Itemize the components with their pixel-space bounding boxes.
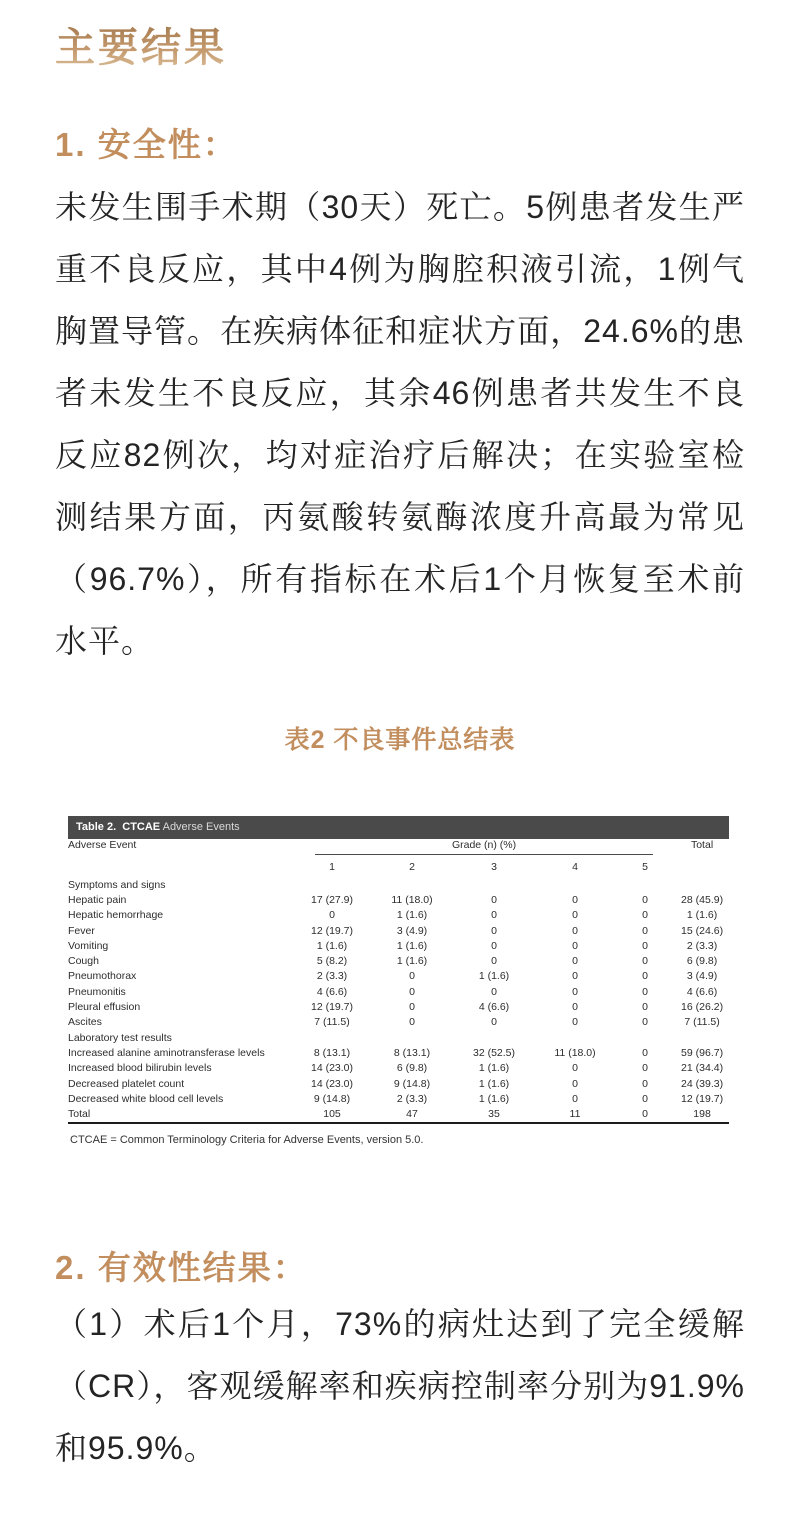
row-label: Increased alanine aminotransferase levels — [68, 1046, 265, 1059]
table-row — [68, 1045, 729, 1060]
table-row — [68, 892, 729, 907]
table-cell: 0 — [642, 1108, 648, 1121]
table-cell: 0 — [572, 909, 578, 922]
table-row — [68, 1091, 729, 1106]
grade-col-1: 1 — [329, 861, 335, 873]
table-cell: 0 — [642, 970, 648, 983]
page-title: 主要结果 — [55, 25, 227, 70]
row-label: Hepatic hemorrhage — [68, 909, 164, 922]
grade-col-5: 5 — [642, 861, 648, 873]
table-cell: 0 — [572, 939, 578, 952]
table-cell: 4 (6.6) — [478, 1001, 510, 1014]
table-cell: 0 — [572, 924, 578, 937]
table-cell: 0 — [642, 1092, 648, 1105]
table-cell: 15 (24.6) — [681, 924, 724, 937]
table-cell: 8 (13.1) — [313, 1046, 351, 1059]
row-label: Increased blood bilirubin levels — [68, 1062, 212, 1075]
table-group-row — [68, 1030, 729, 1045]
table-cell: 7 (11.5) — [314, 1016, 350, 1029]
table-cell: 0 — [642, 893, 648, 906]
adverse-events-table — [68, 839, 729, 1124]
table-cell: 0 — [642, 985, 648, 998]
row-label: Pneumothorax — [68, 970, 137, 983]
table-cell: 198 — [693, 1108, 711, 1121]
col-header-adverse-event: Adverse Event — [68, 839, 137, 851]
safety-paragraph: 未发生围手术期（30天）死亡。5例患者发生严重不良反应，其中4例为胸腔积液引流，1例气胸置导管。在疾病体征和症状方面，24.6%的患者未发生不良反应，其余46例患者共发生不良反应82例次，均对症治疗后解决；在实验室检测结果方面，丙氨酸转氨酶浓度升高最为常见（96.7%），所有指标在术后1个月恢复至术前水平。 — [55, 189, 745, 659]
table-footnote: CTCAE = Common Terminology Criteria for Adverse Events, version 5.0. — [70, 1133, 424, 1146]
row-label: Decreased platelet count — [68, 1077, 185, 1090]
grade-col-2: 2 — [409, 861, 415, 873]
table-cell: 2 (3.3) — [316, 970, 348, 983]
table-title-bar — [68, 816, 729, 839]
table-row — [68, 1015, 729, 1030]
table-cell: 12 (19.7) — [681, 1092, 724, 1105]
table-cell: 8 (13.1) — [393, 1046, 431, 1059]
row-label: Fever — [68, 924, 95, 937]
table-cell: 7 (11.5) — [684, 1016, 720, 1029]
table-cell: 1 (1.6) — [396, 955, 428, 968]
table-row — [68, 969, 729, 984]
row-label: Laboratory test results — [68, 1031, 172, 1044]
table-cell: 47 — [406, 1108, 418, 1121]
table-cell: 0 — [572, 1092, 578, 1105]
table-cell: 0 — [572, 893, 578, 906]
table-cell: 0 — [409, 1001, 415, 1014]
table-group-row — [68, 877, 729, 892]
table-cell: 0 — [491, 1016, 497, 1029]
table-cell: 2 (3.3) — [396, 1092, 428, 1105]
table-cell: 0 — [572, 955, 578, 968]
row-label: Ascites — [68, 1016, 102, 1029]
table-cell: 105 — [323, 1108, 341, 1121]
table-cell: 0 — [572, 1001, 578, 1014]
col-header-grade-group — [293, 839, 675, 855]
table-cell: 11 (18.0) — [391, 893, 433, 906]
table-cell: 11 (18.0) — [554, 1046, 596, 1059]
table-cell: 1 (1.6) — [396, 909, 428, 922]
table-cell: 0 — [642, 1016, 648, 1029]
table-cell: 0 — [572, 1062, 578, 1075]
table-cell: 1 (1.6) — [316, 939, 348, 952]
table-cell: 6 (9.8) — [396, 1062, 428, 1075]
table-cell: 11 — [569, 1108, 581, 1121]
grade-col-3: 3 — [491, 861, 497, 873]
table-cell: 6 (9.8) — [686, 955, 718, 968]
col-header-total: Total — [690, 839, 714, 851]
row-label: Vomiting — [68, 939, 109, 952]
table-cell: 0 — [642, 939, 648, 952]
table-cell: 59 (96.7) — [681, 1046, 724, 1059]
table-cell: 0 — [642, 1062, 648, 1075]
table-cell: 0 — [572, 1016, 578, 1029]
row-label: Decreased white blood cell levels — [68, 1092, 224, 1105]
article-page — [0, 24, 800, 1479]
table-cell: 5 (8.2) — [316, 955, 348, 968]
table-cell: 9 (14.8) — [393, 1077, 431, 1090]
row-label: Total — [68, 1108, 91, 1121]
table-cell: 0 — [642, 909, 648, 922]
table-cell: 0 — [409, 970, 415, 983]
table-cell: 0 — [409, 1016, 415, 1029]
table-cell: 9 (14.8) — [313, 1092, 351, 1105]
table-cell: 2 (3.3) — [686, 939, 718, 952]
table-cell: 4 (6.6) — [686, 985, 718, 998]
table-cell: 28 (45.9) — [681, 893, 724, 906]
table-cell: 0 — [491, 909, 497, 922]
table-row — [68, 953, 729, 968]
table-row — [68, 938, 729, 953]
table-caption: 表2 不良事件总结表 — [284, 726, 516, 754]
row-label: Pneumonitis — [68, 985, 126, 998]
table-cell: 14 (23.0) — [310, 1062, 354, 1075]
table-cell: 1 (1.6) — [396, 939, 428, 952]
table-cell: 0 — [491, 893, 497, 906]
table-row — [68, 1076, 729, 1091]
table-cell: 12 (19.7) — [310, 924, 354, 937]
table-title-bold: Table 2. CTCAE — [76, 821, 161, 833]
table-cell: 0 — [642, 1046, 648, 1059]
table-cell: 21 (34.4) — [681, 1062, 724, 1075]
table-cell: 0 — [409, 985, 415, 998]
table-cell: 1 (1.6) — [478, 1092, 510, 1105]
table-cell: 0 — [572, 970, 578, 983]
table-cell: 0 — [491, 985, 497, 998]
table-cell: 3 (4.9) — [686, 970, 718, 983]
table-cell: 12 (19.7) — [310, 1001, 354, 1014]
table-cell: 0 — [642, 1001, 648, 1014]
table-cell: 1 (1.6) — [478, 1062, 510, 1075]
table-cell: 0 — [491, 924, 497, 937]
row-label: Pleural effusion — [68, 1001, 141, 1014]
table-row — [68, 923, 729, 938]
table-row — [68, 999, 729, 1014]
table-cell: 0 — [329, 909, 335, 922]
table-body — [68, 877, 729, 1123]
row-label: Cough — [68, 955, 99, 968]
table-header-row — [68, 839, 729, 855]
table-cell: 17 (27.9) — [310, 893, 354, 906]
table-cell: 1 (1.6) — [478, 1077, 510, 1090]
table-cell: 0 — [642, 924, 648, 937]
ctcae-table-figure — [68, 816, 729, 1147]
table-cell: 4 (6.6) — [316, 985, 348, 998]
grade-col-4: 4 — [572, 861, 578, 873]
table-cell: 35 — [488, 1108, 500, 1121]
table-cell: 16 (26.2) — [681, 1001, 724, 1014]
table-row — [68, 1061, 729, 1076]
efficacy-paragraph: （1）术后1个月，73%的病灶达到了完全缓解（CR），客观缓解率和疾病控制率分别为91.9%和95.9%。 — [55, 1305, 745, 1466]
table-cell: 0 — [572, 985, 578, 998]
table-cell: 0 — [491, 939, 497, 952]
row-label: Symptoms and signs — [68, 878, 166, 891]
grade-group-label: Grade (n) (%) — [315, 839, 653, 855]
table-cell: 1 (1.6) — [686, 909, 718, 922]
table-cell: 32 (52.5) — [472, 1046, 516, 1059]
table-cell: 1 (1.6) — [478, 970, 510, 983]
table-cell: 3 (4.9) — [396, 924, 428, 937]
table-row — [68, 1106, 729, 1122]
table-row — [68, 908, 729, 923]
table-title-rest: Adverse Events — [160, 821, 240, 833]
table-cell: 0 — [491, 955, 497, 968]
table-cell: 0 — [642, 955, 648, 968]
table-cell: 0 — [642, 1077, 648, 1090]
table-cell: 24 (39.3) — [681, 1077, 724, 1090]
row-label: Hepatic pain — [68, 893, 127, 906]
table-row — [68, 984, 729, 999]
table-cell: 0 — [572, 1077, 578, 1090]
table-cell: 14 (23.0) — [310, 1077, 354, 1090]
section-heading-efficacy: 2. 有效性结果： — [55, 1248, 308, 1286]
section-heading-safety: 1. 安全性： — [55, 126, 238, 163]
